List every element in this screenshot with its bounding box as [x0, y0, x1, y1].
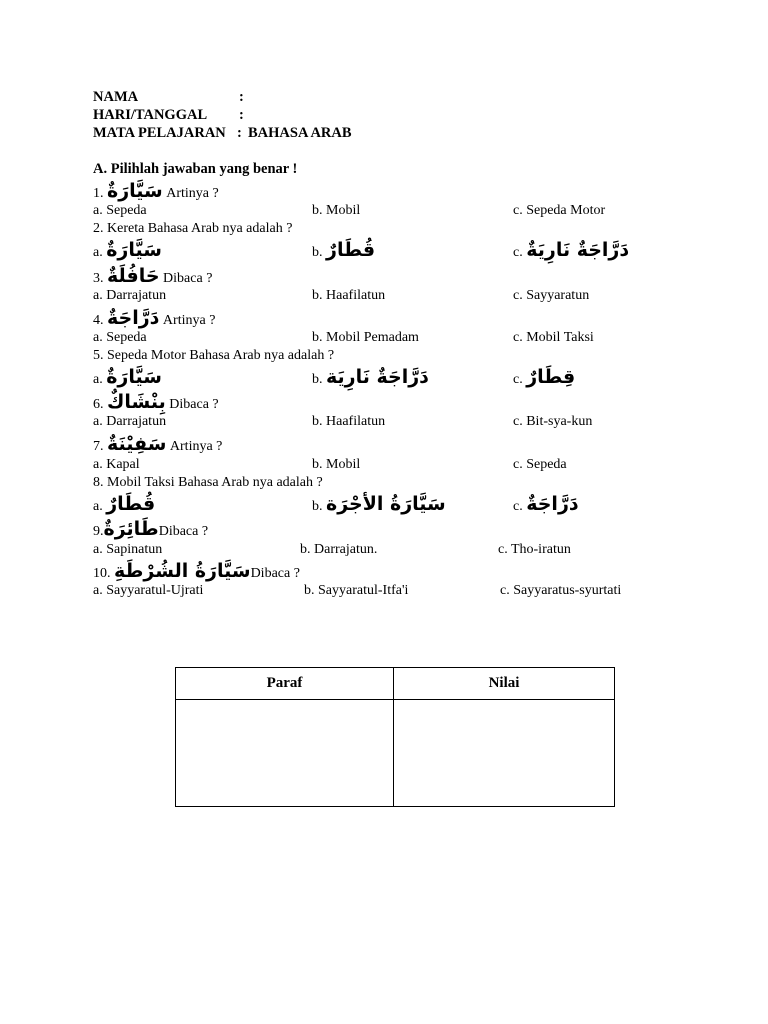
hari-tanggal-label: HARI/TANGGAL: [93, 107, 208, 123]
option-c: c. Tho-iratun: [498, 542, 571, 557]
option-b: b. Mobil Pemadam: [312, 330, 419, 345]
question-number: 6.: [93, 397, 104, 412]
arabic-word: حَافُلَةٌ: [107, 265, 160, 287]
option-c: c. Mobil Taksi: [513, 330, 594, 345]
arabic-word: دَرَّاجَةٌ: [107, 307, 160, 329]
option-a: a. Sepeda: [93, 330, 147, 345]
option-a: a. Darrajatun: [93, 414, 167, 429]
question-8: 8. Mobil Taksi Bahasa Arab nya adalah ?: [93, 475, 323, 490]
option-b: b. Darrajatun.: [300, 542, 378, 557]
option-a: a. Kapal: [93, 457, 140, 472]
option-a: a. قُطَارٌ: [93, 493, 156, 515]
question-suffix: Artinya ?: [169, 439, 223, 454]
arabic-word: سَيَّارَةٌ: [107, 180, 163, 202]
question-7: [93, 433, 223, 455]
question-number: 7.: [93, 439, 104, 454]
option-a: a. سَيَّارَةٌ: [93, 366, 162, 388]
option-c: c. Bit-sya-kun: [513, 414, 593, 429]
option-b: b. قُطَارٌ: [312, 239, 376, 261]
option-b: b. دَرَّاجَةٌ نَارِيَة: [312, 366, 429, 388]
option-c: c. دَرَّاجَةٌ: [513, 493, 579, 515]
question-suffix: Dibaca ?: [250, 566, 300, 581]
mata-pelajaran-value: BAHASA ARAB: [248, 125, 352, 141]
nama-colon: :: [239, 89, 244, 105]
question-suffix: Artinya ?: [166, 186, 219, 201]
nama-label: NAMA: [93, 89, 139, 105]
option-a: a. سَيَّارَةٌ: [93, 239, 162, 261]
question-1: [93, 180, 219, 202]
option-b: b. Haafilatun: [312, 288, 386, 303]
nilai-header: Nilai: [394, 668, 615, 700]
score-table: [175, 667, 615, 807]
option-c: c. Sepeda Motor: [513, 203, 606, 218]
score-table-row: [176, 700, 615, 807]
option-a: a. Darrajatun: [93, 288, 167, 303]
mata-pelajaran-colon: :: [237, 125, 242, 141]
hari-tanggal-colon: :: [239, 107, 244, 123]
question-10: [93, 560, 300, 582]
question-number: 10.: [93, 566, 111, 581]
paraf-header: Paraf: [176, 668, 394, 700]
question-4: [93, 307, 216, 329]
option-a: a. Sayyaratul-Ujrati: [93, 583, 204, 598]
arabic-word: بِنْشَاكٌ: [107, 391, 166, 413]
option-a: a. Sapinatun: [93, 542, 163, 557]
mata-pelajaran-label: MATA PELAJARAN: [93, 125, 226, 141]
question-3: [93, 265, 213, 287]
question-suffix: Artinya ?: [162, 313, 216, 328]
question-6: [93, 391, 219, 413]
question-suffix: Dibaca ?: [163, 271, 213, 286]
question-2: 2. Kereta Bahasa Arab nya adalah ?: [93, 221, 293, 236]
nilai-cell[interactable]: [394, 700, 615, 807]
question-number: 4.: [93, 313, 104, 328]
option-c: c. Sepeda: [513, 457, 567, 472]
option-c: c. Sayyaratun: [513, 288, 590, 303]
arabic-word: سَفِيْنَةٌ: [107, 433, 167, 455]
option-b: b. Sayyaratul-Itfa'i: [304, 583, 409, 598]
instruction-text: A. Pilihlah jawaban yang benar !: [93, 161, 298, 177]
option-b: b. Mobil: [312, 203, 361, 218]
question-number: 9.: [93, 524, 104, 539]
arabic-word: سَيَّارَةُ الشُرْطَةِ: [114, 560, 251, 582]
option-a: a. Sepeda: [93, 203, 147, 218]
option-b: b. سَيَّارَةُ الأجْرَة: [312, 493, 446, 515]
option-c: c. قِطَارٌ: [513, 366, 576, 388]
question-9: [93, 518, 209, 540]
arabic-word: طَائِرَةٌ: [103, 518, 159, 540]
option-c: c. Sayyaratus-syurtati: [500, 583, 622, 598]
question-number: 3.: [93, 271, 104, 286]
score-table-header: [176, 668, 615, 700]
option-b: b. Mobil: [312, 457, 361, 472]
question-suffix: Dibaca ?: [158, 524, 209, 539]
option-b: b. Haafilatun: [312, 414, 386, 429]
question-number: 1.: [93, 186, 104, 201]
option-c: c. دَرَّاجَةٌ نَارِيَةٌ: [513, 239, 630, 261]
question-suffix: Dibaca ?: [169, 397, 219, 412]
paraf-cell[interactable]: [176, 700, 394, 807]
question-5: 5. Sepeda Motor Bahasa Arab nya adalah ?: [93, 348, 335, 363]
